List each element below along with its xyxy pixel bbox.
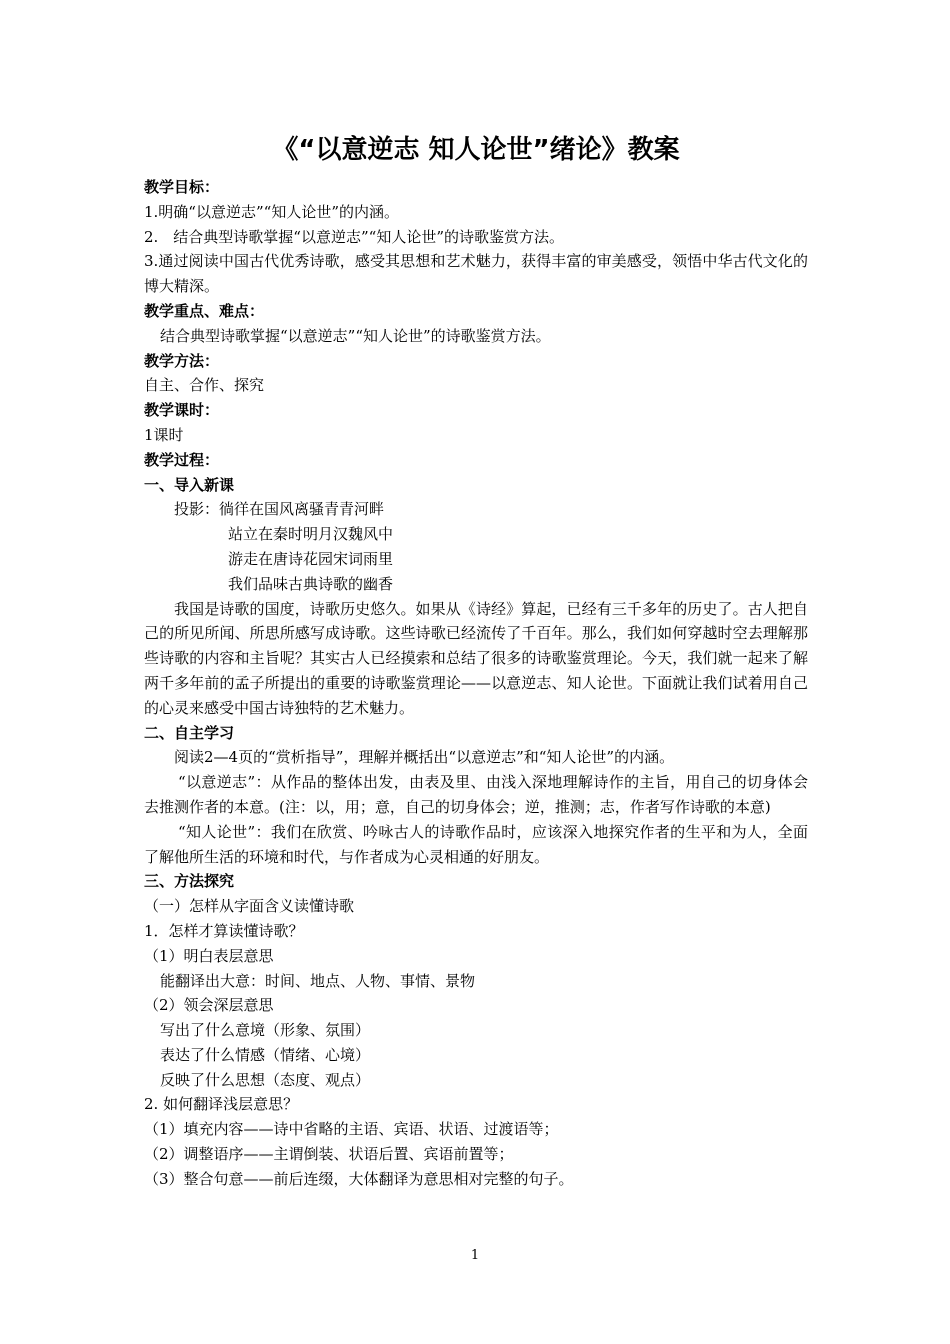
- self-study-text: 阅读2—4页的“赏析指导”，理解并概括出“以意逆志”和“知人论世”的内涵。: [174, 748, 675, 767]
- keypoints-heading: 教学重点、难点：: [144, 301, 265, 320]
- poem-line-4: 我们品味古典诗歌的幽香: [228, 574, 394, 593]
- list-item: 写出了什么意境（形象、氛围）: [160, 1021, 371, 1040]
- hours-text: 1课时: [144, 425, 184, 444]
- objective-3: 3.通过阅读中国古代优秀诗歌，感受其思想和艺术魅力，获得丰富的审美感受，领悟中华古代文化的博大精深。: [144, 252, 808, 296]
- objectives-heading: 教学目标：: [144, 178, 220, 196]
- poem-line-2: 站立在秦时明月汉魏风中: [228, 525, 394, 544]
- section-2-heading: 二、自主学习: [144, 723, 235, 742]
- keypoints-text: 结合典型诗歌掌握“以意逆志”“知人论世”的诗歌鉴赏方法。: [160, 326, 551, 345]
- list-item: （2）调整语序——主谓倒装、状语后置、宾语前置等；: [144, 1145, 514, 1164]
- objective-1: 1.明确“以意逆志”“知人论世”的内涵。: [144, 202, 399, 221]
- poem-line-3: 游走在唐诗花园宋词雨里: [228, 549, 394, 568]
- question-1a-text: 能翻译出大意：时间、地点、人物、事情、景物: [160, 971, 476, 990]
- list-item: （3）整合句意——前后连缀，大体翻译为意思相对完整的句子。: [144, 1169, 574, 1188]
- methods-heading: 教学方法：: [144, 351, 220, 370]
- list-item: （1）填充内容——诗中省略的主语、宾语、状语、过渡语等；: [144, 1120, 559, 1139]
- page-number: 1: [470, 1248, 480, 1263]
- hours-heading: 教学课时：: [144, 401, 220, 420]
- list-item: 表达了什么情感（情绪、心境）: [160, 1045, 371, 1064]
- zhirenlunshi-definition: “知人论世”：我们在欣赏、吟咏古人的诗歌作品时，应该深入地探究作者的生平和为人，全面了解他所生活的环境和时代，与作者成为心灵相通的好朋友。: [144, 822, 808, 866]
- page-title: 《“以意逆志 知人论世”绪论》教案: [272, 135, 680, 165]
- section-3-heading: 三、方法探究: [144, 872, 235, 891]
- process-heading: 教学过程：: [144, 450, 220, 469]
- subsection-1-heading: （一）怎样从字面含义读懂诗歌: [144, 897, 355, 916]
- intro-paragraph: 我国是诗歌的国度，诗歌历史悠久。如果从《诗经》算起，已经有三千多年的历史了。古人把自己的所见所闻、所思所感写成诗歌。这些诗歌已经流传了千百年。那么，我们如何穿越时空去理解那些诗歌的内容和主旨呢？其实古人已经摸索和总结了很多的诗歌鉴赏理论。今天，我们就一起来了解两千多年前的孟子所提出的重要的诗歌鉴赏理论——以意逆志、知人论世。下面就让我们试着用自己的心灵来感受中国古诗独特的艺术魅力。: [144, 599, 808, 717]
- section-1-heading: 一、导入新课: [144, 475, 235, 494]
- objective-2: 2. 结合典型诗歌掌握“以意逆志”“知人论世”的诗歌鉴赏方法。: [144, 227, 564, 246]
- question-1b: （2）领会深层意思: [144, 996, 274, 1015]
- question-1a: （1）明白表层意思: [144, 946, 274, 965]
- list-item: 反映了什么思想（态度、观点）: [160, 1070, 371, 1089]
- question-1: 1．怎样才算读懂诗歌？: [144, 921, 304, 940]
- question-2: 2. 如何翻译浅层意思？: [144, 1095, 299, 1114]
- methods-text: 自主、合作、探究: [144, 376, 265, 395]
- poem-line-1: 投影：徜徉在国风离骚青青河畔: [174, 500, 385, 519]
- yiyinizhi-definition: “以意逆志”：从作品的整体出发，由表及里、由浅入深地理解诗作的主旨，用自己的切身体会去推测作者的本意。(注：以，用；意，自己的切身体会；逆，推测；志，作者写作诗歌的本意): [144, 773, 808, 816]
